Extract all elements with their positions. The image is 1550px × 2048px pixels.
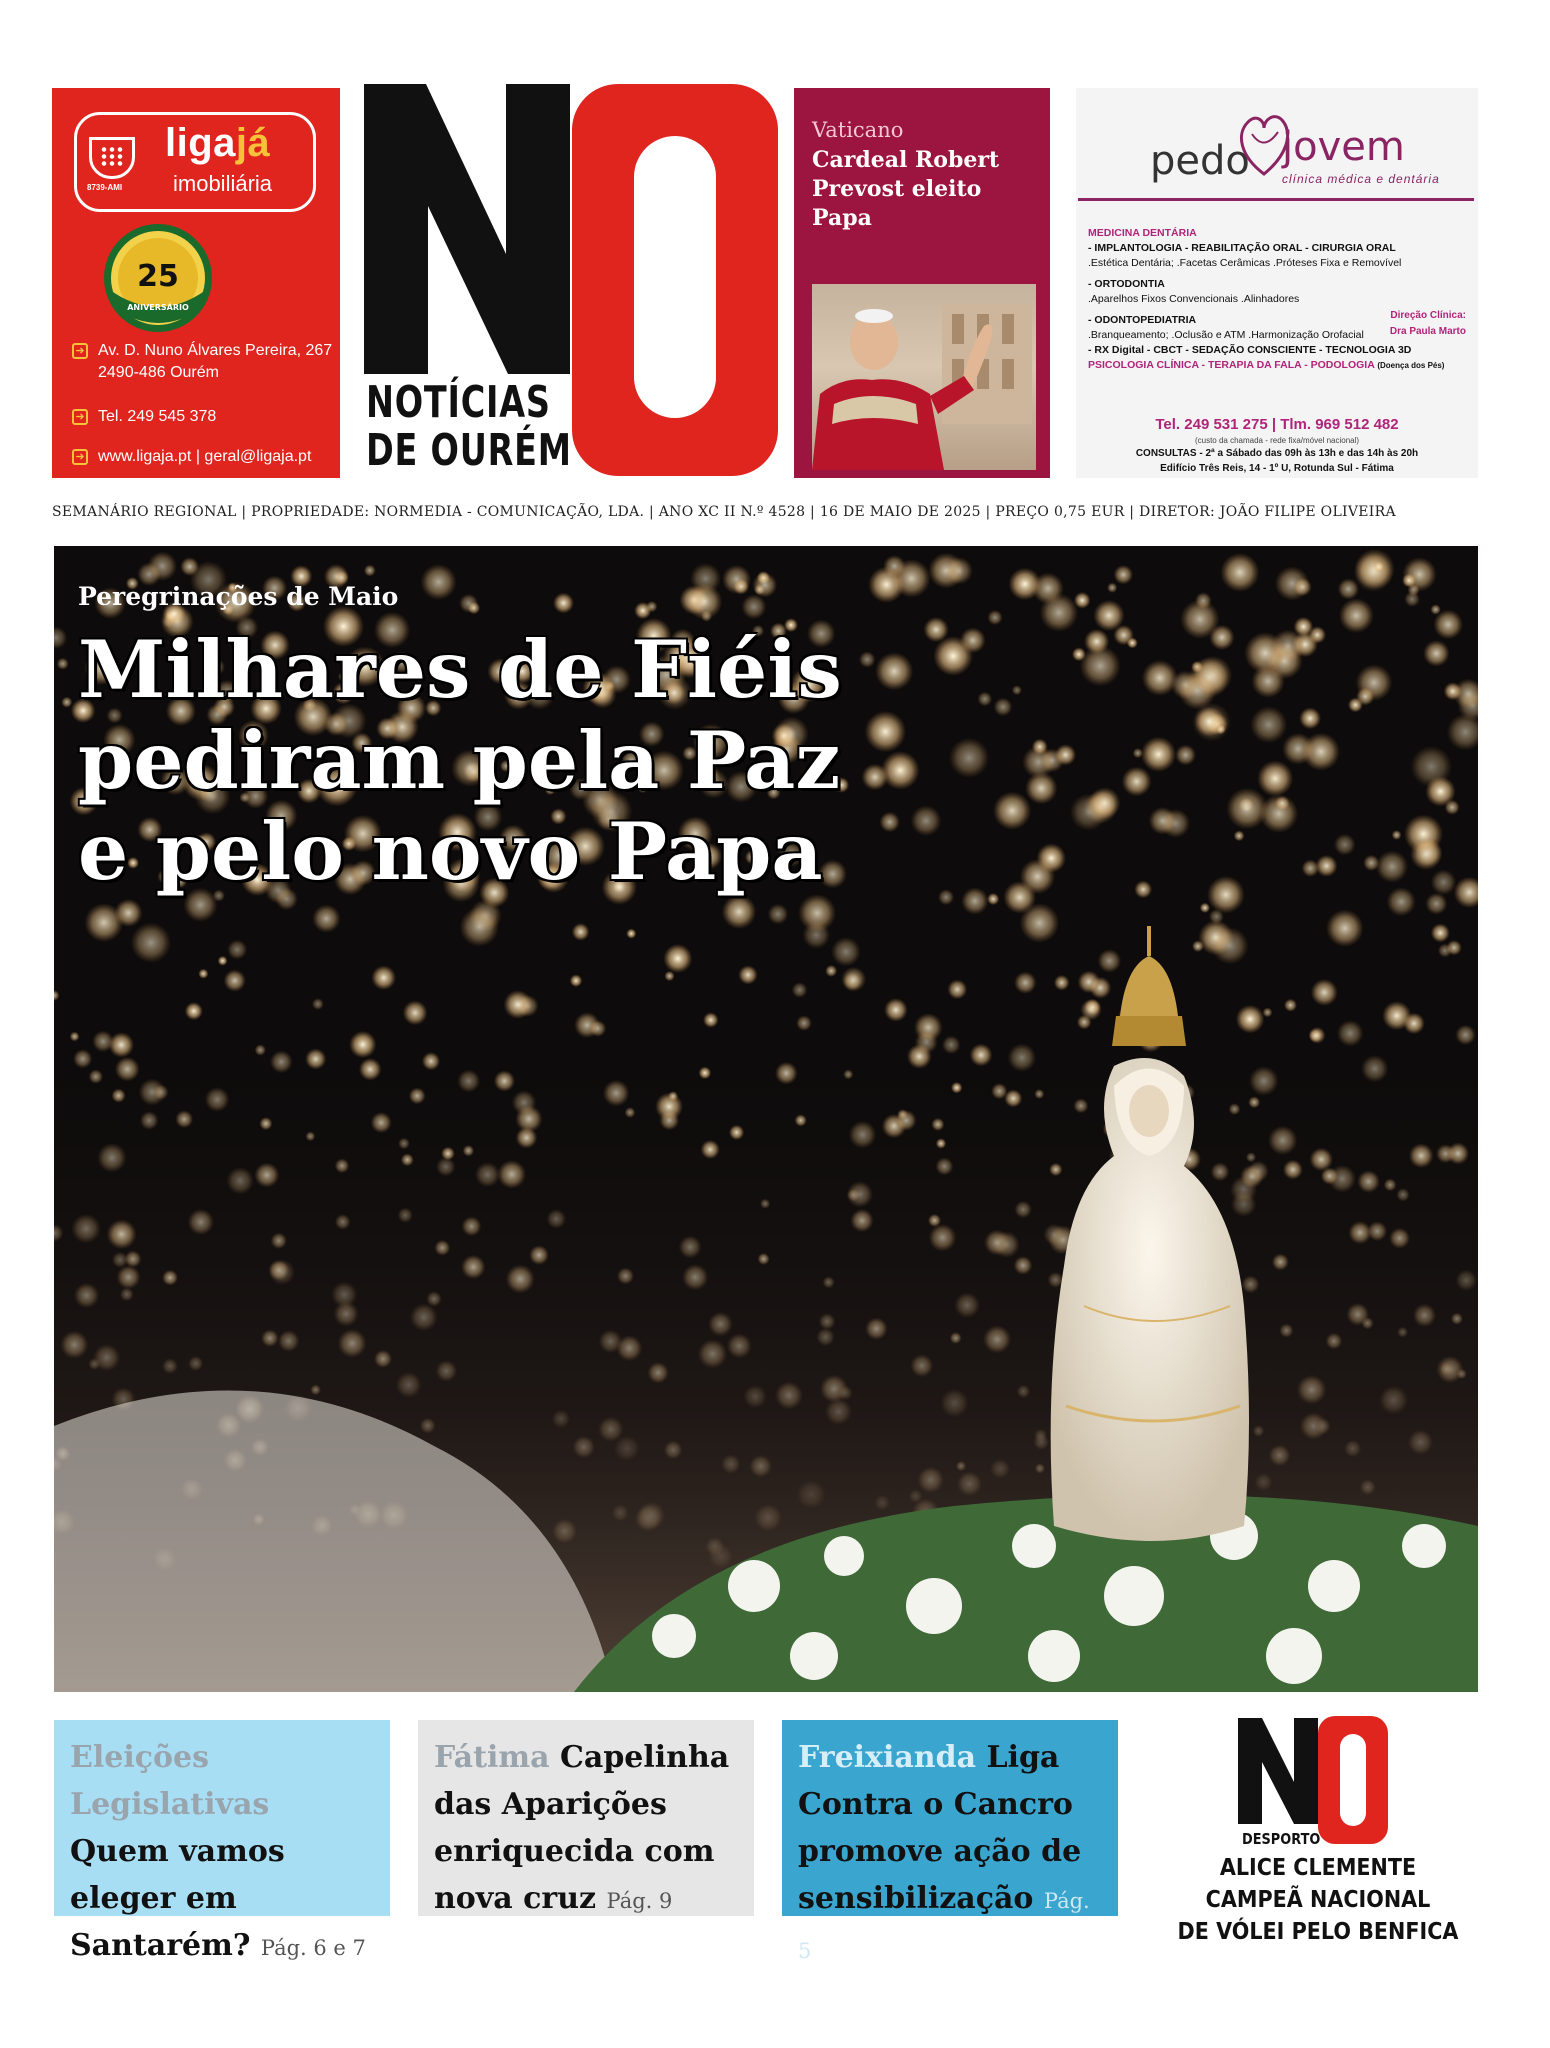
candle-light [364, 565, 376, 577]
service-line: - RX Digital - CBCT - SEDAÇÃO CONSCIENTE - TECNOLOGIA 3D [1088, 344, 1412, 356]
candle-light [421, 564, 457, 600]
main-headline [78, 624, 842, 897]
desporto-logo-o [1318, 1716, 1388, 1844]
candle-light [1003, 881, 1036, 914]
address-line1: Av. D. Nuno Álvares Pereira, 267 [98, 342, 333, 359]
candle-light [227, 940, 247, 960]
candle-light [865, 711, 907, 753]
candle-light [1382, 1001, 1411, 1030]
candle-light [1209, 909, 1224, 924]
candle-light [945, 557, 973, 585]
teaser-title: Liga Contra o Cancro promove ação de sensibilização [798, 1740, 1082, 1916]
headline-line: e pelo novo Papa [78, 805, 823, 898]
candle-light [881, 751, 920, 790]
candle-light [1009, 568, 1042, 601]
candle-light [1455, 1025, 1476, 1046]
ligaja-brand [165, 121, 270, 166]
candle-light [1326, 909, 1364, 947]
candle-light [1315, 855, 1337, 877]
candle-light [859, 651, 876, 668]
candle-light [923, 617, 948, 642]
candle-light [663, 944, 692, 973]
publication-info-bar: SEMANÁRIO REGIONAL | PROPRIEDADE: NORMEDIA - COMUNICAÇÃO, LDA. | ANO XC II N.º 4528 | 16 DE MAIO DE 2025 | PREÇO 0,75 EUR | DIRETOR: JOÃO FILIPE OLIVEIRA [52, 504, 1396, 520]
ligaja-brand-b: já [235, 121, 271, 165]
anniversary-badge-icon [98, 220, 218, 340]
candle-light [884, 998, 908, 1022]
candle-light [977, 692, 992, 707]
candle-light [1354, 553, 1393, 592]
candle-light [61, 697, 72, 708]
candle-light [73, 1049, 92, 1068]
candle-light [92, 1030, 114, 1052]
teaser-fatima[interactable] [418, 1720, 754, 1916]
candle-light [218, 956, 228, 966]
desporto-line: DE VÓLEI PELO BENFICA [1177, 1919, 1459, 1945]
candle-light [1363, 855, 1379, 871]
candle-light [1107, 583, 1117, 593]
arrow-icon: ➜ [72, 409, 88, 425]
candle-light [572, 923, 590, 941]
pedojovem-address: Edifício Três Reis, 14 - 1º U, Rotunda Sul - Fátima [1160, 463, 1394, 474]
candle-light [879, 812, 900, 833]
candle-light [1275, 796, 1290, 811]
candle-light [1311, 979, 1338, 1006]
candle-light [961, 887, 988, 914]
candle-light [131, 922, 172, 963]
candle-light [312, 904, 340, 932]
candle-light [911, 805, 942, 836]
headline-line: Milhares de Fiéis [78, 623, 842, 716]
ligaja-web[interactable] [72, 446, 311, 468]
web-text: www.ligaja.pt | geral@ligaja.pt [98, 448, 312, 465]
service-line-text: PSICOLOGIA CLÍNICA - TERAPIA DA FALA - PODOLOGIA [1088, 359, 1375, 371]
candle-light [1012, 685, 1022, 695]
candle-light [224, 969, 246, 991]
desporto-logo-n [1238, 1718, 1318, 1824]
phone-icon [89, 137, 135, 179]
candle-light [570, 974, 583, 987]
candle-light [841, 967, 866, 992]
pedojovem-tagline: clínica médica e dentária [1282, 172, 1440, 186]
desporto-teaser[interactable] [1148, 1712, 1488, 1948]
candle-light [1098, 949, 1122, 973]
service-line [1088, 358, 1468, 373]
candle-light [825, 965, 837, 977]
candle-light [1014, 971, 1037, 994]
arrow-icon: ➜ [72, 449, 88, 465]
ad-ligaja[interactable] [52, 88, 340, 478]
candle-light [1179, 672, 1217, 710]
candle-light [1234, 830, 1245, 841]
ligaja-tel[interactable] [72, 406, 216, 428]
candle-light [754, 584, 765, 595]
vaticano-teaser[interactable] [794, 88, 1050, 478]
candle-light [942, 1035, 961, 1054]
candle-light [802, 921, 830, 949]
service-line: .Branqueamento; .Oclusão e ATM .Harmonização Orofacial [1088, 329, 1364, 341]
candle-light [875, 652, 913, 690]
candle-light [868, 566, 905, 603]
candle-light [1356, 687, 1374, 705]
candle-light [831, 937, 861, 967]
pope-photo [812, 284, 1036, 470]
address-line2: 2490-486 Ourém [98, 364, 219, 381]
candle-light [185, 1002, 203, 1020]
candle-light [1080, 645, 1121, 686]
logo-letter-o [572, 84, 778, 476]
candle-light [1444, 682, 1462, 700]
candle-light [504, 990, 533, 1019]
candle-light [70, 1032, 80, 1042]
service-line: .Aparelhos Fixos Convencionais .Alinhadores [1088, 293, 1300, 305]
teaser-keyword: Freixianda [798, 1740, 977, 1775]
masthead-line2: DE OURÉM [366, 425, 572, 476]
badge-text: ANIVERSÁRIO [127, 303, 189, 312]
candle-light [1423, 640, 1450, 667]
candle-light [738, 965, 757, 984]
candle-light [198, 969, 208, 979]
logo-letter-n [364, 84, 570, 374]
candle-light [1302, 733, 1340, 771]
candle-light [1127, 637, 1138, 648]
candle-light [1078, 971, 1101, 994]
desporto-label: DESPORTO [1242, 1830, 1321, 1848]
desporto-line: ALICE CLEMENTE [1219, 1855, 1417, 1881]
headline-line: pediram pela Paz [78, 714, 841, 807]
candle-light [1216, 724, 1226, 734]
candle-light [1114, 565, 1134, 585]
candle-light [1373, 561, 1384, 572]
candle-light [687, 584, 723, 620]
service-line: - ODONTOPEDIATRIA [1088, 314, 1197, 326]
candle-light [949, 738, 989, 778]
badge-number: 25 [137, 259, 179, 294]
candle-light [915, 1031, 938, 1054]
candle-light [792, 982, 808, 998]
candle-light [626, 929, 636, 939]
candle-light [703, 1012, 719, 1028]
pedojovem-divider [1078, 198, 1474, 201]
service-heading: MEDICINA DENTÁRIA [1088, 227, 1197, 239]
main-story[interactable] [54, 546, 1478, 1692]
candle-light [1293, 578, 1312, 597]
service-line: - IMPLANTOLOGIA - REABILITAÇÃO ORAL - CIRURGIA ORAL [1088, 242, 1396, 254]
candle-light [1425, 893, 1447, 915]
vaticano-title: Cardeal Robert Prevost eleito Papa [812, 147, 1000, 231]
pedojovem-services [1088, 226, 1468, 373]
desporto-headline [1165, 1852, 1471, 1948]
candle-light [993, 792, 1031, 830]
candle-light [84, 903, 123, 942]
candle-light [1404, 591, 1420, 607]
candle-light [1141, 737, 1176, 772]
teaser-keyword: Eleições Legislativas [70, 1740, 270, 1822]
candle-light [349, 1031, 376, 1058]
candle-light [1122, 767, 1152, 797]
candle-light [1402, 573, 1416, 587]
candle-light [1040, 593, 1079, 632]
ligaja-address [72, 340, 332, 384]
candle-light [1257, 760, 1293, 796]
candle-light [664, 971, 674, 981]
teaser-keyword: Fátima [434, 1740, 550, 1775]
pedojovem-logo-b: jovem [1282, 124, 1405, 170]
ligaja-brand-a: liga [165, 121, 236, 165]
candle-light [1430, 604, 1441, 615]
candle-light [468, 602, 481, 615]
candle-light [938, 889, 954, 905]
candle-light [1339, 598, 1374, 633]
candle-light [1299, 707, 1321, 729]
direction-name: Dra Paula Marto [1389, 326, 1466, 337]
candle-light [994, 698, 1013, 717]
candle-light [987, 893, 999, 905]
vaticano-kicker: Vaticano [812, 118, 904, 142]
candle-light [1376, 850, 1409, 883]
candle-light [768, 904, 789, 925]
teaser-eleicoes[interactable] [54, 1720, 390, 1963]
service-line: - ORTODONTIA [1088, 278, 1165, 290]
candle-light [1334, 834, 1356, 856]
candle-light [1425, 776, 1455, 806]
candle-light [1236, 1005, 1265, 1034]
pedojovem-consultas: CONSULTAS - 2ª a Sábado das 09h às 13h e das 14h às 20h [1135, 448, 1419, 459]
masthead-line1: NOTÍCIAS [366, 377, 551, 428]
candle-light [1410, 838, 1442, 870]
arrow-icon: ➜ [72, 343, 88, 359]
candle-light [1093, 600, 1124, 631]
candle-light [1250, 706, 1287, 743]
masthead-logo [364, 84, 774, 484]
desporto-line: CAMPEÃ NACIONAL [1205, 1887, 1431, 1913]
candle-light [862, 764, 889, 791]
candle-light [1392, 830, 1402, 840]
pedojovem-tel[interactable]: Tel. 249 531 275 | Tlm. 969 512 482 [1155, 416, 1399, 433]
teaser-page: Pág. 9 [606, 1889, 673, 1913]
candle-light [1271, 629, 1304, 662]
candle-light [1431, 869, 1457, 895]
candle-light [1207, 876, 1245, 914]
candle-light [1337, 1020, 1364, 1047]
candle-light [371, 965, 396, 990]
candle-light [57, 658, 69, 670]
candle-light [1200, 903, 1210, 913]
candle-light [1438, 943, 1452, 957]
candle-light [1074, 592, 1091, 609]
candle-light [1309, 1029, 1322, 1042]
candle-light [255, 1044, 267, 1056]
candle-light [1284, 999, 1297, 1012]
candle-light [796, 1015, 812, 1031]
ligaja-subtitle: imobiliária [173, 171, 273, 196]
candle-light [312, 998, 324, 1010]
teaser-freixianda[interactable] [782, 1720, 1118, 1963]
candle-light [403, 1000, 428, 1025]
ligaja-ami: 8739-AMI [87, 183, 123, 192]
service-line: .Estética Dentária; .Facetas Cerâmicas .Próteses Fixa e Removível [1088, 257, 1402, 269]
candle-light [970, 1044, 993, 1067]
candle-light [553, 593, 574, 614]
candle-light [741, 594, 766, 619]
candle-light [1149, 807, 1177, 835]
pope-illustration [812, 284, 1036, 470]
candle-light [1032, 739, 1048, 755]
candle-light [590, 1020, 607, 1037]
ligaja-logo-frame [74, 112, 316, 212]
candle-light [1175, 745, 1196, 766]
candle-light [1054, 975, 1070, 991]
candle-light [1387, 887, 1416, 916]
candle-light [1037, 843, 1067, 873]
candle-light [733, 579, 749, 595]
tel-text: Tel. 249 545 378 [98, 408, 217, 425]
candle-light [460, 907, 500, 947]
ad-pedojovem[interactable] [1076, 88, 1478, 478]
candle-light [180, 557, 199, 576]
teaser-title: Quem vamos eleger em Santarém? [70, 1834, 285, 1963]
candle-light [1089, 787, 1121, 819]
main-kicker: Peregrinações de Maio [78, 582, 399, 611]
teaser-page: Pág. 6 e 7 [260, 1936, 366, 1960]
candle-light [1211, 927, 1248, 964]
candle-light [933, 636, 973, 676]
pedojovem-logo-a: pedo [1150, 138, 1250, 184]
pedojovem-tel-note: (custo da chamada - rede fixa/móvel nacional) [1194, 436, 1360, 445]
candle-light [1209, 625, 1234, 650]
candle-light [1025, 772, 1057, 804]
direction-label: Direção Clínica: [1390, 310, 1466, 321]
teaser-page: Pág. 5 [798, 1889, 1090, 1963]
service-line-note: (Doença dos Pés) [1377, 361, 1445, 370]
teaser-title: Capelinha das Aparições enriquecida com nova cruz [434, 1740, 730, 1916]
candle-light [646, 601, 657, 612]
candle-light [947, 979, 967, 999]
pedojovem-direction [1390, 308, 1466, 340]
candle-light [1431, 923, 1450, 942]
candle-light [1055, 744, 1076, 765]
candle-light [1192, 940, 1204, 952]
candle-light [987, 610, 1002, 625]
candle-light [1195, 592, 1212, 609]
candle-light [722, 894, 757, 929]
candle-light [1220, 553, 1259, 592]
candle-light [1134, 880, 1152, 898]
candle-light [1080, 999, 1102, 1021]
